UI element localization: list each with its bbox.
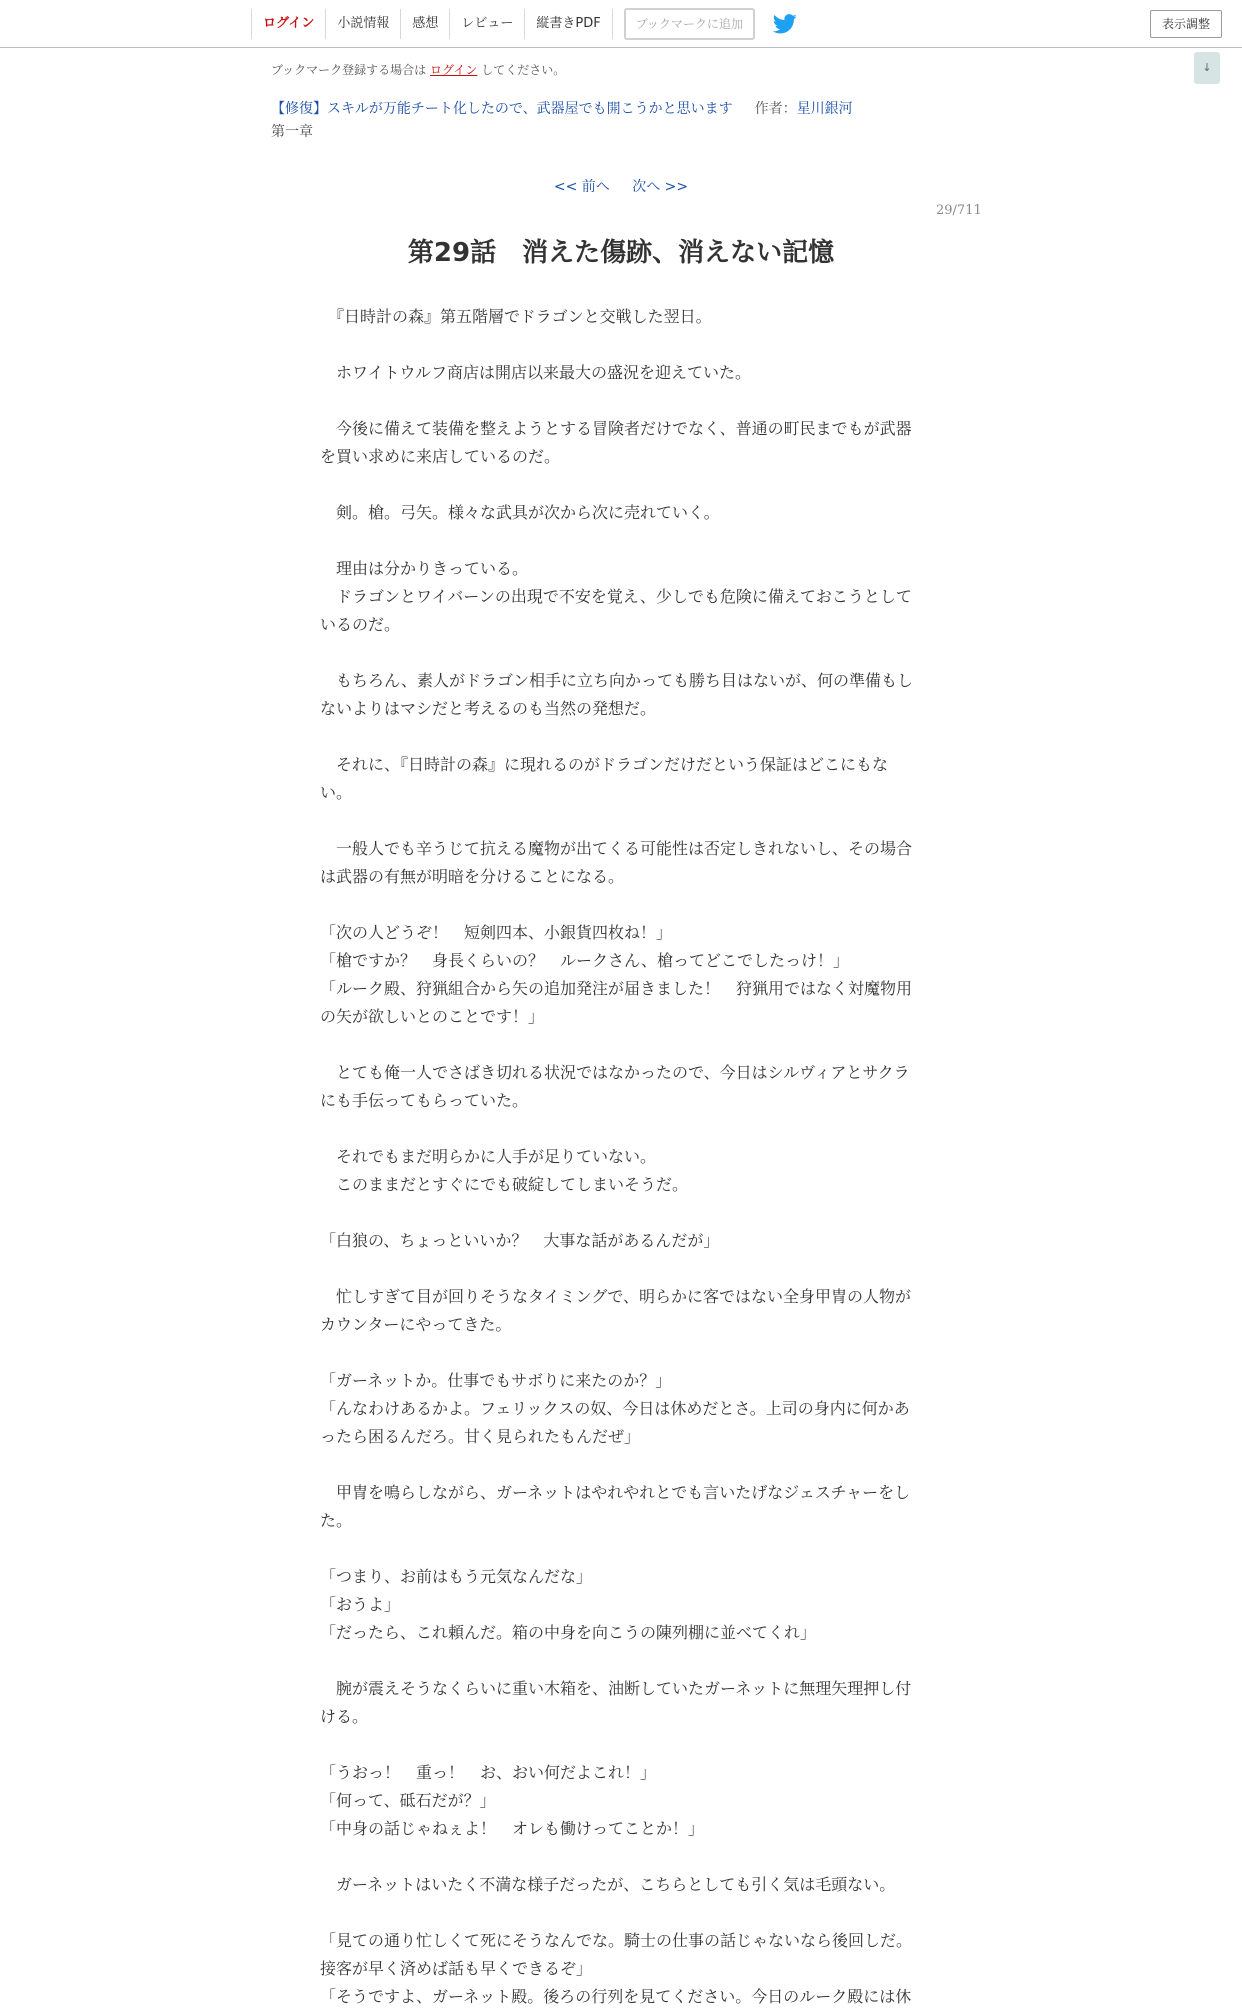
body-line: 接客が早く済めば話も早くできるぞ」 <box>320 1959 593 1978</box>
notice-text-before: ブックマーク登録する場合は <box>271 63 427 77</box>
body-line: 「何って、砥石だが？」 <box>320 1791 496 1810</box>
body-line: 理由は分かりきっている。 <box>320 559 529 578</box>
body-line: 「そうですよ、ガーネット殿。後ろの行列を見てください。今日のルーク殿には休 <box>320 1987 912 2006</box>
body-line: それに、『日時計の森』に現れるのがドラゴンだけだという保証はどこにもな <box>320 755 889 774</box>
body-line <box>320 1031 920 1059</box>
body-line: 「ガーネットか。仕事でもサボりに来たのか？」 <box>320 1371 672 1390</box>
body-line <box>320 1339 920 1367</box>
body-line <box>320 527 920 555</box>
episode-title: 第29話 消えた傷跡、消えない記憶 <box>407 238 835 268</box>
chapter-title: 第一章 <box>271 124 313 140</box>
body-line: それでもまだ明らかに人手が足りていない。 <box>320 1147 657 1166</box>
body-line <box>320 471 920 499</box>
body-line: 『日時計の森』第五階層でドラゴンと交戦した翌日。 <box>320 307 712 326</box>
author-link[interactable]: 星川銀河 <box>796 101 853 117</box>
body-line <box>320 891 920 919</box>
novel-body <box>320 303 920 2011</box>
body-line: ないよりはマシだと考えるのも当然の発想だ。 <box>320 699 657 718</box>
body-line: 「白狼の、ちょっといいか？ 大事な話があるんだが」 <box>320 1231 720 1250</box>
add-bookmark-button[interactable]: ブックマークに追加 <box>624 8 755 40</box>
body-line: い。 <box>320 783 353 802</box>
body-line: とても俺一人でさばき切れる状況ではなかったので、今日はシルヴィアとサクラ <box>320 1063 910 1082</box>
body-line: もちろん、素人がドラゴン相手に立ち向かっても勝ち目はないが、何の準備もし <box>320 671 913 690</box>
body-line: 今後に備えて装備を整えようとする冒険者だけでなく、普通の町民までもが武器 <box>320 419 912 438</box>
login-link[interactable]: ログイン <box>251 9 325 39</box>
body-line: ったら困るんだろ。甘く見られたもんだぜ」 <box>320 1427 641 1446</box>
body-line: 「んなわけあるかよ。フェリックスの奴、今日は休めだとさ。上司の身内に何かあ <box>320 1399 910 1418</box>
body-line: 「だったら、これ頼んだ。箱の中身を向こうの陳列棚に並べてくれ」 <box>320 1623 817 1642</box>
body-line: ガーネットはいたく不満な様子だったが、こちらとしても引く気は毛頭ない。 <box>320 1875 896 1894</box>
body-line: ける。 <box>320 1707 369 1726</box>
episode-count: 29/711 <box>936 203 982 218</box>
body-line: 「次の人どうぞ！ 短剣四本、小銀貨四枚ね！」 <box>320 923 673 942</box>
body-line <box>320 1647 920 1675</box>
review-link[interactable]: レビュー <box>449 9 524 39</box>
body-line <box>320 1451 920 1479</box>
body-line: を買い求めに来店しているのだ。 <box>320 447 561 466</box>
body-line: 「槍ですか？ 身長くらいの？ ルークさん、槍ってどこでしたっけ！」 <box>320 951 849 970</box>
body-line <box>320 1731 920 1759</box>
body-line: の矢が欲しいとのことです！」 <box>320 1007 545 1026</box>
body-line: 「うおっ！ 重っ！ お、おい何だよこれ！」 <box>320 1763 657 1782</box>
body-line <box>320 723 920 751</box>
body-line: ホワイトウルフ商店は開店以来最大の盛況を迎えていた。 <box>320 363 752 382</box>
body-line <box>320 807 920 835</box>
body-line: このままだとすぐにでも破綻してしまいそうだ。 <box>320 1175 689 1194</box>
body-line: 腕が震えそうなくらいに重い木箱を、油断していたガーネットに無理矢理押し付 <box>320 1679 912 1698</box>
body-line <box>320 1899 920 1927</box>
vertical-pdf-link[interactable]: 縦書きPDF <box>524 9 612 39</box>
impressions-link[interactable]: 感想 <box>400 9 449 39</box>
body-line <box>320 1535 920 1563</box>
bookmark-login-notice <box>271 61 565 78</box>
body-line <box>320 1255 920 1283</box>
body-line <box>320 639 920 667</box>
body-line <box>320 1199 920 1227</box>
episode-pager <box>0 176 1242 196</box>
novel-info-link[interactable]: 小説情報 <box>325 9 400 39</box>
body-line: 「つまり、お前はもう元気なんだな」 <box>320 1567 593 1586</box>
prev-episode-link[interactable]: << 前へ <box>553 179 610 195</box>
body-line <box>320 1843 920 1871</box>
body-line: にも手伝ってもらっていた。 <box>320 1091 529 1110</box>
author-label: 作者： <box>754 101 797 117</box>
body-line: 剣。槍。弓矢。様々な武具が次から次に売れていく。 <box>320 503 720 522</box>
body-line <box>320 387 920 415</box>
body-line: 「見ての通り忙しくて死にそうなんでな。騎士の仕事の話じゃないなら後回しだ。 <box>320 1931 913 1950</box>
body-line: 忙しすぎて目が回りそうなタイミングで、明らかに客ではない全身甲冑の人物が <box>320 1287 912 1306</box>
body-line: は武器の有無が明暗を分けることになる。 <box>320 867 625 886</box>
series-title-link[interactable]: 【修復】スキルが万能チート化したので、武器屋でも開こうかと思います <box>271 101 733 117</box>
notice-text-after: してください。 <box>481 63 566 77</box>
body-line: 甲冑を鳴らしながら、ガーネットはやれやれとでも言いたげなジェスチャーをし <box>320 1483 911 1502</box>
body-line: カウンターにやってきた。 <box>320 1315 512 1334</box>
body-line: ドラゴンとワイバーンの出現で不安を覚え、少しでも危険に備えておこうとして <box>320 587 912 606</box>
top-navigation-bar <box>0 0 1242 48</box>
body-line: 一般人でも辛うじて抗える魔物が出てくる可能性は否定しきれないし、その場合 <box>320 839 913 858</box>
body-line <box>320 1115 920 1143</box>
twitter-icon[interactable] <box>773 13 799 35</box>
body-line: た。 <box>320 1511 353 1530</box>
main-nav <box>251 0 799 47</box>
body-line: 「おうよ」 <box>320 1595 401 1614</box>
body-line <box>320 331 920 359</box>
series-header <box>271 98 853 118</box>
notice-login-link[interactable]: ログイン <box>430 63 478 77</box>
body-line: 「ルーク殿、狩猟組合から矢の追加発注が届きました！ 狩猟用ではなく対魔物用 <box>320 979 913 998</box>
next-episode-link[interactable]: 次へ >> <box>632 179 689 195</box>
body-line: いるのだ。 <box>320 615 401 634</box>
body-line: 「中身の話じゃねぇよ！ オレも働けってことか！」 <box>320 1819 705 1838</box>
scroll-down-button[interactable]: ↓ <box>1194 52 1220 84</box>
display-settings-button[interactable]: 表示調整 <box>1150 10 1222 38</box>
